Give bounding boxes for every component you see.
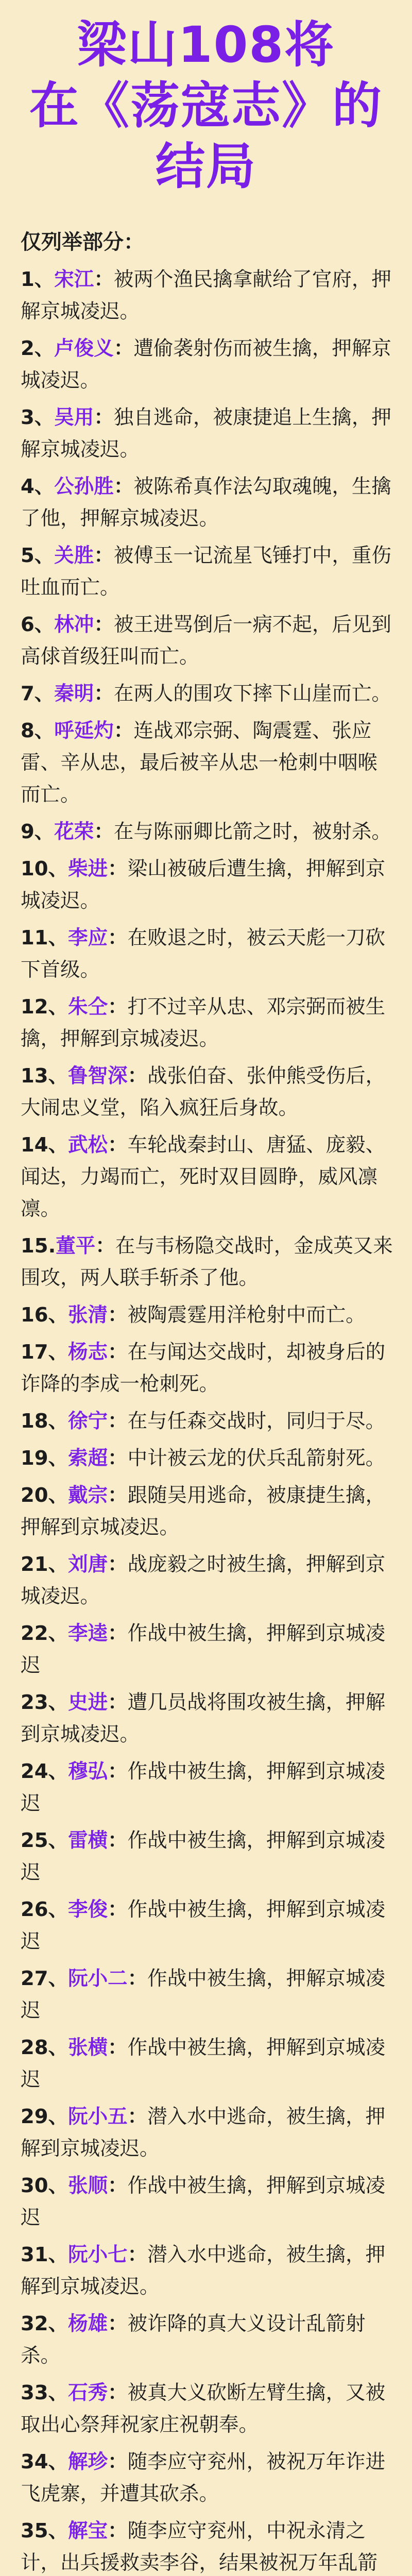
list-item bbox=[21, 1687, 394, 1756]
item-text: 作战中被生擒，押解到京城凌迟 bbox=[21, 1829, 386, 1884]
list-item bbox=[21, 1894, 394, 1963]
list-item bbox=[21, 540, 394, 609]
item-name: 穆弘 bbox=[68, 1760, 108, 1783]
item-number: 27、 bbox=[21, 1967, 68, 1990]
list-item bbox=[21, 1963, 394, 2032]
list-item bbox=[21, 1480, 394, 1549]
item-colon: ： bbox=[127, 1064, 148, 1088]
list-item bbox=[21, 333, 394, 402]
fate-list bbox=[0, 264, 412, 2576]
item-name: 刘唐 bbox=[68, 1553, 108, 1576]
item-name: 花荣 bbox=[54, 820, 94, 843]
item-number: 1、 bbox=[21, 268, 55, 291]
list-item bbox=[21, 1825, 394, 1894]
item-text: 被傅玉一记流星飞锤打中，重伤吐血而亡。 bbox=[21, 544, 391, 599]
item-name: 呼延灼 bbox=[54, 719, 114, 742]
item-colon: ： bbox=[108, 926, 128, 950]
list-item bbox=[21, 853, 394, 922]
item-text: 被两个渔民擒拿献给了官府，押解京城凌迟。 bbox=[21, 268, 391, 323]
item-text: 在与任森交战时，同归于尽。 bbox=[127, 1410, 386, 1433]
item-name: 张顺 bbox=[68, 2174, 108, 2197]
item-number: 3、 bbox=[21, 406, 55, 429]
item-number: 7、 bbox=[21, 682, 55, 705]
item-name: 林冲 bbox=[54, 613, 94, 636]
item-text: 车轮战秦封山、唐猛、庞毅、闻达，力竭而亡，死时双目圆睁，威风凛凛。 bbox=[21, 1133, 386, 1221]
item-colon: ： bbox=[108, 2312, 128, 2335]
item-name: 解宝 bbox=[68, 2519, 108, 2543]
item-colon: ： bbox=[108, 2036, 128, 2059]
item-colon: ： bbox=[113, 719, 134, 742]
item-number: 11、 bbox=[21, 926, 68, 950]
item-name: 公孙胜 bbox=[54, 475, 114, 498]
intro-text: 仅列举部分： bbox=[21, 230, 144, 254]
item-colon: ： bbox=[108, 2174, 128, 2197]
item-number: 9、 bbox=[21, 820, 55, 843]
item-name: 徐宁 bbox=[68, 1410, 108, 1433]
item-colon: ： bbox=[108, 1622, 128, 1645]
item-name: 解珍 bbox=[68, 2450, 108, 2473]
item-colon: ： bbox=[108, 2519, 128, 2543]
item-colon: ： bbox=[127, 2243, 148, 2266]
item-name: 阮小七 bbox=[68, 2243, 128, 2266]
list-item bbox=[21, 1060, 394, 1129]
item-number: 29、 bbox=[21, 2105, 68, 2128]
item-text: 连战邓宗弼、陶震霆、张应雷、辛从忠，最后被辛从忠一枪刺中咽喉而亡。 bbox=[21, 719, 378, 806]
item-text: 随李应守兖州，被祝万年诈进飞虎寨，并遭其砍杀。 bbox=[21, 2450, 386, 2505]
title-line-3: 结局 bbox=[156, 138, 256, 195]
list-item bbox=[21, 2170, 394, 2239]
item-number: 34、 bbox=[21, 2450, 68, 2473]
item-name: 杨雄 bbox=[68, 2312, 108, 2335]
item-name: 秦明 bbox=[54, 682, 94, 705]
item-number: 16、 bbox=[21, 1303, 68, 1327]
item-colon: ： bbox=[127, 2105, 148, 2128]
item-number: 23、 bbox=[21, 1691, 68, 1714]
item-number: 24、 bbox=[21, 1760, 68, 1783]
item-colon: ： bbox=[108, 1447, 128, 1470]
item-name: 李俊 bbox=[68, 1898, 108, 1921]
item-text: 被王进骂倒后一病不起，后见到高俅首级狂叫而亡。 bbox=[21, 613, 391, 668]
item-colon: ： bbox=[95, 1234, 115, 1258]
item-text: 作战中被生擒，押解到京城凌迟 bbox=[21, 1898, 386, 1953]
item-colon: ： bbox=[108, 1691, 128, 1714]
item-text: 被陶震霆用洋枪射中而亡。 bbox=[127, 1303, 366, 1327]
list-item bbox=[21, 2101, 394, 2170]
title-line-2: 在《荡寇志》的 bbox=[29, 77, 383, 134]
item-name: 武松 bbox=[68, 1133, 108, 1157]
list-item bbox=[21, 1443, 394, 1480]
item-number: 21、 bbox=[21, 1553, 68, 1576]
item-colon: ： bbox=[108, 1133, 128, 1157]
item-number: 4、 bbox=[21, 475, 55, 498]
item-number: 22、 bbox=[21, 1622, 68, 1645]
item-text: 遭偷袭射伤而被生擒，押解京城凌迟。 bbox=[21, 337, 391, 392]
list-item bbox=[21, 991, 394, 1060]
title-line-1: 梁山108将 bbox=[77, 16, 335, 74]
list-item bbox=[21, 1230, 394, 1299]
list-item bbox=[21, 2032, 394, 2101]
item-number: 28、 bbox=[21, 2036, 68, 2059]
item-text: 中计被云龙的伏兵乱箭射死。 bbox=[127, 1447, 386, 1470]
item-text: 独自逃命，被康捷追上生擒，押解京城凌迟。 bbox=[21, 406, 391, 461]
item-text: 在与陈丽卿比箭之时，被射杀。 bbox=[113, 820, 391, 843]
list-item bbox=[21, 2377, 394, 2446]
item-colon: ： bbox=[108, 1484, 128, 1507]
list-item bbox=[21, 1618, 394, 1687]
item-number: 14、 bbox=[21, 1133, 68, 1157]
item-number: 26、 bbox=[21, 1898, 68, 1921]
item-name: 杨志 bbox=[68, 1341, 108, 1364]
item-colon: ： bbox=[108, 995, 128, 1019]
list-item bbox=[21, 1405, 394, 1443]
item-name: 吴用 bbox=[54, 406, 94, 429]
item-name: 朱仝 bbox=[68, 995, 108, 1019]
item-text: 作战中被生擒，押解到京城凌迟 bbox=[21, 2174, 386, 2229]
item-colon: ： bbox=[108, 2381, 128, 2404]
item-name: 关胜 bbox=[54, 544, 94, 567]
list-item bbox=[21, 609, 394, 678]
item-name: 阮小五 bbox=[68, 2105, 128, 2128]
item-text: 被诈降的真大义设计乱箭射杀。 bbox=[21, 2312, 366, 2367]
item-colon: ： bbox=[108, 1760, 128, 1783]
item-number: 31、 bbox=[21, 2243, 68, 2266]
list-item bbox=[21, 715, 394, 816]
item-number: 25、 bbox=[21, 1829, 68, 1852]
item-colon: ： bbox=[94, 682, 114, 705]
item-number: 13、 bbox=[21, 1064, 68, 1088]
item-text: 作战中被生擒，押解到京城凌迟 bbox=[21, 2036, 386, 2091]
list-item bbox=[21, 922, 394, 991]
item-colon: ： bbox=[108, 2450, 128, 2473]
item-colon: ： bbox=[94, 613, 114, 636]
item-text: 潜入水中逃命，被生擒，押解到京城凌迟。 bbox=[21, 2243, 386, 2298]
item-name: 李应 bbox=[68, 926, 108, 950]
list-item bbox=[21, 471, 394, 540]
item-name: 宋江 bbox=[54, 268, 94, 291]
item-text: 战张伯奋、张仲熊受伤后，大闹忠义堂，陷入疯狂后身故。 bbox=[21, 1064, 386, 1120]
item-colon: ： bbox=[108, 1410, 128, 1433]
list-item bbox=[21, 2515, 394, 2576]
item-name: 史进 bbox=[68, 1691, 108, 1714]
item-name: 鲁智深 bbox=[68, 1064, 128, 1088]
list-item bbox=[21, 2446, 394, 2515]
list-item bbox=[21, 2308, 394, 2377]
item-name: 石秀 bbox=[68, 2381, 108, 2404]
item-name: 柴进 bbox=[68, 857, 108, 880]
item-number: 15. bbox=[21, 1234, 56, 1258]
item-number: 19、 bbox=[21, 1447, 68, 1470]
list-item bbox=[21, 2239, 394, 2308]
item-name: 戴宗 bbox=[68, 1484, 108, 1507]
item-text: 被陈希真作法勾取魂魄，生擒了他，押解京城凌迟。 bbox=[21, 475, 391, 530]
item-colon: ： bbox=[94, 544, 114, 567]
item-text: 在与闻达交战时，却被身后的诈降的李成一枪刺死。 bbox=[21, 1341, 386, 1396]
item-colon: ： bbox=[108, 1898, 128, 1921]
item-colon: ： bbox=[108, 1553, 128, 1576]
item-colon: ： bbox=[108, 1341, 128, 1364]
item-colon: ： bbox=[127, 1967, 148, 1990]
item-colon: ： bbox=[113, 337, 134, 360]
item-number: 17、 bbox=[21, 1341, 68, 1364]
item-colon: ： bbox=[108, 857, 128, 880]
item-name: 李逵 bbox=[68, 1622, 108, 1645]
page-title bbox=[0, 0, 412, 197]
item-text: 在与韦杨隐交战时，金成英又来围攻，两人联手斩杀了他。 bbox=[21, 1234, 393, 1290]
item-number: 12、 bbox=[21, 995, 68, 1019]
item-number: 33、 bbox=[21, 2381, 68, 2404]
list-item bbox=[21, 678, 394, 715]
item-number: 8、 bbox=[21, 719, 55, 742]
item-colon: ： bbox=[94, 406, 114, 429]
item-number: 35、 bbox=[21, 2519, 68, 2543]
list-item bbox=[21, 1756, 394, 1825]
item-text: 随李应守兖州，中祝永清之计，出兵援救卖李谷，结果被祝万年乱箭 bbox=[21, 2519, 378, 2574]
item-number: 30、 bbox=[21, 2174, 68, 2197]
item-number: 20、 bbox=[21, 1484, 68, 1507]
item-text: 被真大义砍断左臂生擒，又被取出心祭拜祝家庄祝朝奉。 bbox=[21, 2381, 386, 2436]
item-name: 董平 bbox=[56, 1234, 96, 1258]
item-colon: ： bbox=[94, 820, 114, 843]
item-colon: ： bbox=[108, 1303, 128, 1327]
item-number: 32、 bbox=[21, 2312, 68, 2335]
list-item bbox=[21, 1336, 394, 1405]
item-number: 5、 bbox=[21, 544, 55, 567]
item-text: 在败退之时，被云天彪一刀砍下首级。 bbox=[21, 926, 386, 981]
item-number: 6、 bbox=[21, 613, 55, 636]
item-text: 跟随吴用逃命，被康捷生擒，押解到京城凌迟。 bbox=[21, 1484, 386, 1539]
item-text: 作战中被生擒，押解到京城凌迟 bbox=[21, 1760, 386, 1815]
item-text: 潜入水中逃命，被生擒，押解到京城凌迟。 bbox=[21, 2105, 386, 2160]
list-item bbox=[21, 1299, 394, 1336]
item-text: 梁山被破后遭生擒，押解到京城凌迟。 bbox=[21, 857, 386, 912]
item-text: 作战中被生擒，押解京城凌迟 bbox=[21, 1967, 386, 2022]
item-number: 2、 bbox=[21, 337, 55, 360]
item-text: 在两人的围攻下摔下山崖而亡。 bbox=[113, 682, 391, 705]
item-text: 作战中被生擒，押解到京城凌迟 bbox=[21, 1622, 386, 1677]
item-number: 10、 bbox=[21, 857, 68, 880]
list-item bbox=[21, 1129, 394, 1230]
item-colon: ： bbox=[113, 475, 134, 498]
list-item bbox=[21, 1549, 394, 1618]
item-number: 18、 bbox=[21, 1410, 68, 1433]
list-item bbox=[21, 264, 394, 333]
list-item bbox=[21, 816, 394, 853]
item-name: 卢俊义 bbox=[54, 337, 114, 360]
item-name: 索超 bbox=[68, 1447, 108, 1470]
item-name: 张横 bbox=[68, 2036, 108, 2059]
item-name: 张清 bbox=[68, 1303, 108, 1327]
item-colon: ： bbox=[108, 1829, 128, 1852]
item-text: 战庞毅之时被生擒，押解到京城凌迟。 bbox=[21, 1553, 386, 1608]
list-item bbox=[21, 402, 394, 471]
item-name: 阮小二 bbox=[68, 1967, 128, 1990]
item-colon: ： bbox=[94, 268, 114, 291]
item-text: 打不过辛从忠、邓宗弼而被生擒，押解到京城凌迟。 bbox=[21, 995, 386, 1050]
item-text: 遭几员战将围攻被生擒，押解到京城凌迟。 bbox=[21, 1691, 386, 1746]
item-name: 雷横 bbox=[68, 1829, 108, 1852]
